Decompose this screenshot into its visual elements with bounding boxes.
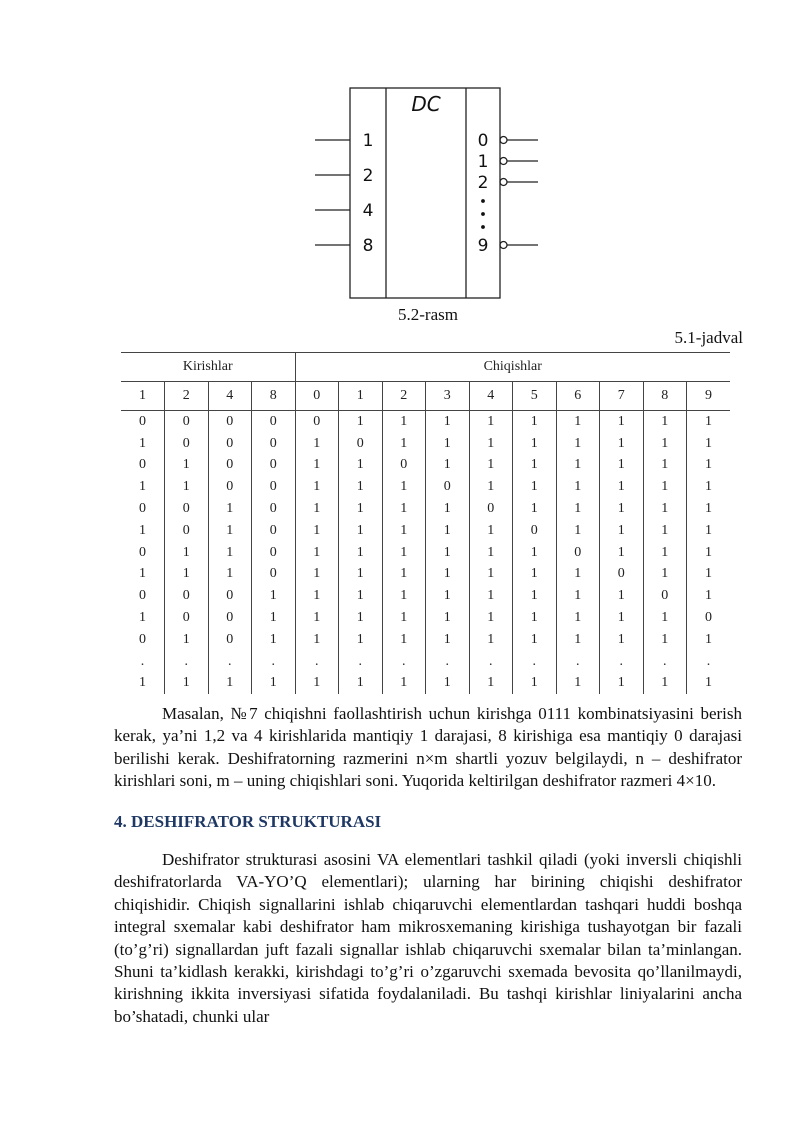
table-cell: 1 xyxy=(643,673,687,695)
table-row xyxy=(121,673,730,695)
column-header: 7 xyxy=(600,382,644,411)
table-cell: 1 xyxy=(252,629,296,651)
table-cell: 1 xyxy=(139,522,146,538)
table-cell: 1 xyxy=(469,433,513,455)
figure-caption: 5.2-rasm xyxy=(398,305,458,324)
table-cell: 1 xyxy=(687,629,731,651)
table-cell: 1 xyxy=(600,542,644,564)
table-cell: 1 xyxy=(469,455,513,477)
table-row xyxy=(121,433,730,455)
output-label-1: 1 xyxy=(477,152,489,172)
table-cell: . xyxy=(643,651,687,673)
table-cell: 1 xyxy=(426,629,470,651)
table-cell: . xyxy=(469,651,513,673)
column-header: 8 xyxy=(643,382,687,411)
table-cell: 1 xyxy=(469,673,513,695)
table-cell: 1 xyxy=(139,566,146,582)
output-label-2: 2 xyxy=(477,173,489,193)
table-cell: 1 xyxy=(382,629,426,651)
table-cell: 1 xyxy=(513,455,557,477)
table-cell: 1 xyxy=(643,607,687,629)
table-cell: 0 xyxy=(208,433,252,455)
table-cell: 1 xyxy=(687,476,731,498)
table-cell: 1 xyxy=(556,564,600,586)
table-cell: 0 xyxy=(252,433,296,455)
table-cell: 0 xyxy=(252,498,296,520)
column-header: 0 xyxy=(295,382,339,411)
table-cell: 1 xyxy=(426,542,470,564)
table-cell: 1 xyxy=(513,564,557,586)
table-cell: 0 xyxy=(139,631,146,647)
table-cell: 1 xyxy=(382,520,426,542)
table-cell: 1 xyxy=(687,520,731,542)
table-cell: 1 xyxy=(339,564,383,586)
table-cell: 1 xyxy=(382,411,426,433)
input-label-1: 1 xyxy=(362,131,374,151)
table-cell: 1 xyxy=(687,498,731,520)
ellipsis-dots xyxy=(481,199,485,229)
table-cell: 1 xyxy=(339,585,383,607)
table-cell: 0 xyxy=(252,564,296,586)
inversion-bubble-2 xyxy=(500,179,507,186)
input-label-8: 8 xyxy=(362,236,374,256)
table-cell: 1 xyxy=(295,476,339,498)
table-cell: 0 xyxy=(252,476,296,498)
table-cell: 1 xyxy=(339,455,383,477)
table-cell: 0 xyxy=(252,542,296,564)
table-cell: 1 xyxy=(208,542,252,564)
table-row xyxy=(121,651,730,673)
table-cell: 0 xyxy=(165,585,209,607)
table-cell: 1 xyxy=(643,476,687,498)
table-cell: 1 xyxy=(165,629,209,651)
table-cell: 0 xyxy=(643,585,687,607)
table-cell: 1 xyxy=(165,455,209,477)
table-cell: 1 xyxy=(687,455,731,477)
table-cell: 1 xyxy=(165,542,209,564)
table-cell: 1 xyxy=(556,629,600,651)
table-cell: 1 xyxy=(426,433,470,455)
table-cell: 1 xyxy=(382,585,426,607)
table-cell: 0 xyxy=(252,455,296,477)
table-cell: 1 xyxy=(556,455,600,477)
table-cell: 1 xyxy=(382,498,426,520)
input-label-4: 4 xyxy=(362,201,374,221)
table-cell: 1 xyxy=(295,542,339,564)
table-cell: 1 xyxy=(426,520,470,542)
table-cell: . xyxy=(208,651,252,673)
table-cell: 0 xyxy=(252,411,296,433)
table-cell: 1 xyxy=(643,564,687,586)
table-cell: 1 xyxy=(295,520,339,542)
paragraph: Deshifrator strukturasi asosini VA elementlari tashkil qiladi (yoki inversli chiqishli deshifratorlarda VA-YO’Q elementlari); ularning har birining chiqishi deshifrator chiqishidir. Chiqish signallarini ishlab chiqaruvchi elementlardan tashqari huddi boshqa integral sxemalar kabi deshifrator ham mikrosxemaning kirishiga tushayotgan bir fazali (to’g’ri) signallardan juft fazali signallar ishlab chiqaruvchi sxemalar bilan ta’minlangan. Shuni ta’kidlash kerakki, kirishdagi to’g’ri o’zgaruvchi sxemada bevosita qo’llanilmaydi, kirishning ikkita inversiyasi sifatida foydalaniladi. Bu tashqi kirishlar liniyalarini ancha bo’shatadi, chunki ular xyxy=(114,850,742,1026)
table-cell: 1 xyxy=(382,542,426,564)
table-cell: 1 xyxy=(643,411,687,433)
table-cell: 1 xyxy=(139,610,146,626)
table-cell: 1 xyxy=(469,585,513,607)
table-cell: 1 xyxy=(426,564,470,586)
table-cell: 1 xyxy=(208,498,252,520)
table-cell: 0 xyxy=(252,520,296,542)
truth-table xyxy=(121,352,730,694)
truth-table-container xyxy=(121,352,730,694)
table-cell: 0 xyxy=(208,476,252,498)
table-cell: 1 xyxy=(339,673,383,695)
table-cell: 1 xyxy=(469,520,513,542)
table-cell: 1 xyxy=(165,673,209,695)
paragraph: Masalan, №7 chiqishni faollashtirish uchun kirishga 0111 kombinatsiyasini berish kerak, ya’ni 1,2 va 4 kirishlarida mantiqiy 1 darajasi, 8 kirishiga esa mantiqiy 0 darajasi berilishi kerak. Deshifratorning razmerini n×m shartli yozuv belgilaydi, n – deshifrator kirishlari soni, m – uning chiqishlari soni. Yuqorida keltirilgan deshifrator razmeri 4×10. xyxy=(114,704,742,791)
column-header: 3 xyxy=(426,382,470,411)
input-label-2: 2 xyxy=(362,166,374,186)
table-cell: 0 xyxy=(165,433,209,455)
column-header: 6 xyxy=(556,382,600,411)
table-cell: 1 xyxy=(643,629,687,651)
table-cell: 0 xyxy=(339,433,383,455)
table-cell: 0 xyxy=(139,457,146,473)
column-header: 1 xyxy=(121,382,165,411)
table-cell: 0 xyxy=(382,455,426,477)
table-cell: 1 xyxy=(600,673,644,695)
table-cell: . xyxy=(600,651,644,673)
table-cell: 1 xyxy=(426,411,470,433)
table-cell: 1 xyxy=(426,607,470,629)
table-cell: 1 xyxy=(643,498,687,520)
table-cell: 1 xyxy=(556,520,600,542)
table-row xyxy=(121,520,730,542)
table-cell: . xyxy=(513,651,557,673)
table-cell: 1 xyxy=(600,607,644,629)
table-cell: 0 xyxy=(556,542,600,564)
table-cell: 0 xyxy=(165,498,209,520)
table-cell: 1 xyxy=(295,498,339,520)
table-cell: 1 xyxy=(600,520,644,542)
table-cell: 1 xyxy=(339,542,383,564)
table-cell: 1 xyxy=(513,629,557,651)
table-cell: 1 xyxy=(513,542,557,564)
decoder-symbol-figure xyxy=(300,80,560,306)
inversion-bubble-9 xyxy=(500,242,507,249)
body-text xyxy=(114,703,742,1028)
table-row xyxy=(121,476,730,498)
table-row xyxy=(121,629,730,651)
table-cell: 0 xyxy=(295,411,339,433)
table-cell: 1 xyxy=(643,433,687,455)
table-cell: 1 xyxy=(208,564,252,586)
table-cell: . xyxy=(382,651,426,673)
table-cell: 1 xyxy=(556,476,600,498)
table-cell: 1 xyxy=(600,498,644,520)
table-cell: 1 xyxy=(139,675,146,691)
column-header: 4 xyxy=(208,382,252,411)
table-cell: 1 xyxy=(339,498,383,520)
table-cell: 0 xyxy=(139,588,146,604)
table-cell: 1 xyxy=(687,585,731,607)
inversion-bubble-0 xyxy=(500,137,507,144)
table-cell: . xyxy=(295,651,339,673)
table-cell: 1 xyxy=(643,455,687,477)
truth-table-body xyxy=(121,411,730,695)
inversion-bubble-1 xyxy=(500,158,507,165)
table-cell: 1 xyxy=(252,607,296,629)
section-heading: 4. DESHIFRATOR STRUKTURASI xyxy=(114,811,382,831)
table-cell: 1 xyxy=(382,433,426,455)
table-cell: 1 xyxy=(556,498,600,520)
table-cell: 1 xyxy=(382,673,426,695)
table-cell: 1 xyxy=(382,564,426,586)
table-cell: 1 xyxy=(339,476,383,498)
table-cell: 1 xyxy=(513,607,557,629)
table-cell: 0 xyxy=(426,476,470,498)
table-cell: 0 xyxy=(139,413,146,429)
decoder-outline xyxy=(350,88,500,298)
table-cell: 1 xyxy=(556,433,600,455)
table-cell: 1 xyxy=(295,629,339,651)
table-cell: 1 xyxy=(339,411,383,433)
table-cell: . xyxy=(556,651,600,673)
table-cell: 1 xyxy=(687,542,731,564)
column-header-row xyxy=(121,382,730,411)
table-row xyxy=(121,585,730,607)
table-cell: 1 xyxy=(556,585,600,607)
table-cell: 1 xyxy=(600,455,644,477)
table-cell: 1 xyxy=(469,542,513,564)
table-cell: 1 xyxy=(469,476,513,498)
column-header: 8 xyxy=(252,382,296,411)
table-cell: 1 xyxy=(295,433,339,455)
column-header: 5 xyxy=(513,382,557,411)
table-row xyxy=(121,411,730,433)
table-cell: 0 xyxy=(208,411,252,433)
table-cell: 1 xyxy=(469,629,513,651)
table-cell: 1 xyxy=(513,476,557,498)
table-cell: 1 xyxy=(165,564,209,586)
table-cell: 1 xyxy=(295,585,339,607)
table-cell: 1 xyxy=(513,585,557,607)
table-cell: 1 xyxy=(426,455,470,477)
table-row xyxy=(121,498,730,520)
table-cell: 1 xyxy=(339,607,383,629)
table-cell: 1 xyxy=(513,433,557,455)
table-cell: 1 xyxy=(687,564,731,586)
table-cell: 0 xyxy=(469,498,513,520)
table-cell: 1 xyxy=(339,629,383,651)
table-cell: 1 xyxy=(600,629,644,651)
inputs-group-header: Kirishlar xyxy=(121,353,295,382)
table-cell: 0 xyxy=(208,455,252,477)
table-cell: 1 xyxy=(208,673,252,695)
table-row xyxy=(121,564,730,586)
table-cell: 0 xyxy=(600,564,644,586)
table-cell: 1 xyxy=(556,673,600,695)
table-cell: 1 xyxy=(339,520,383,542)
table-cell: 1 xyxy=(469,607,513,629)
table-cell: 1 xyxy=(600,433,644,455)
table-cell: . xyxy=(252,651,296,673)
table-cell: 1 xyxy=(513,411,557,433)
table-cell: 1 xyxy=(687,433,731,455)
table-cell: 1 xyxy=(382,607,426,629)
group-header-row xyxy=(121,353,730,382)
table-cell: 0 xyxy=(165,411,209,433)
table-cell: 1 xyxy=(295,673,339,695)
table-cell: 1 xyxy=(139,479,146,495)
table-cell: 1 xyxy=(295,607,339,629)
table-cell: 0 xyxy=(139,501,146,517)
table-cell: 0 xyxy=(687,607,731,629)
table-cell: 1 xyxy=(295,564,339,586)
output-label-9: 9 xyxy=(477,236,489,256)
table-cell: 1 xyxy=(556,411,600,433)
table-cell: . xyxy=(687,651,731,673)
table-row xyxy=(121,607,730,629)
block-label: DC xyxy=(411,92,441,116)
table-cell: 0 xyxy=(208,585,252,607)
outputs-group-header: Chiqishlar xyxy=(295,353,730,382)
table-cell: 1 xyxy=(600,411,644,433)
table-cell: 1 xyxy=(252,673,296,695)
table-row xyxy=(121,542,730,564)
table-cell: 1 xyxy=(600,476,644,498)
table-cell: 1 xyxy=(513,673,557,695)
table-cell: . xyxy=(426,651,470,673)
table-cell: 1 xyxy=(687,673,731,695)
table-cell: 0 xyxy=(139,544,146,560)
table-cell: 1 xyxy=(139,435,146,451)
table-cell: 1 xyxy=(556,607,600,629)
table-cell: 1 xyxy=(426,673,470,695)
table-cell: . xyxy=(339,651,383,673)
table-cell: 1 xyxy=(208,520,252,542)
table-cell: . xyxy=(165,651,209,673)
column-header: 2 xyxy=(382,382,426,411)
table-cell: 1 xyxy=(469,564,513,586)
column-header: 1 xyxy=(339,382,383,411)
decoder-symbol xyxy=(300,80,560,306)
table-cell: 0 xyxy=(513,520,557,542)
table-cell: 0 xyxy=(208,607,252,629)
column-header: 4 xyxy=(469,382,513,411)
table-cell: 1 xyxy=(426,585,470,607)
table-cell: 1 xyxy=(252,585,296,607)
table-row xyxy=(121,455,730,477)
table-cell: 1 xyxy=(513,498,557,520)
table-cell: 1 xyxy=(600,585,644,607)
table-cell: 1 xyxy=(643,542,687,564)
table-cell: 0 xyxy=(165,607,209,629)
column-header: 2 xyxy=(165,382,209,411)
table-cell: 0 xyxy=(165,520,209,542)
table-label: 5.1-jadval xyxy=(674,328,743,347)
table-cell: 0 xyxy=(208,629,252,651)
table-cell: 1 xyxy=(295,455,339,477)
table-cell: 1 xyxy=(687,411,731,433)
table-cell: 1 xyxy=(426,498,470,520)
column-header: 9 xyxy=(687,382,731,411)
table-cell: 1 xyxy=(469,411,513,433)
table-cell: 1 xyxy=(165,476,209,498)
output-label-0: 0 xyxy=(477,131,489,151)
table-cell: 1 xyxy=(382,476,426,498)
table-cell: 1 xyxy=(643,520,687,542)
table-cell: . xyxy=(140,653,145,669)
